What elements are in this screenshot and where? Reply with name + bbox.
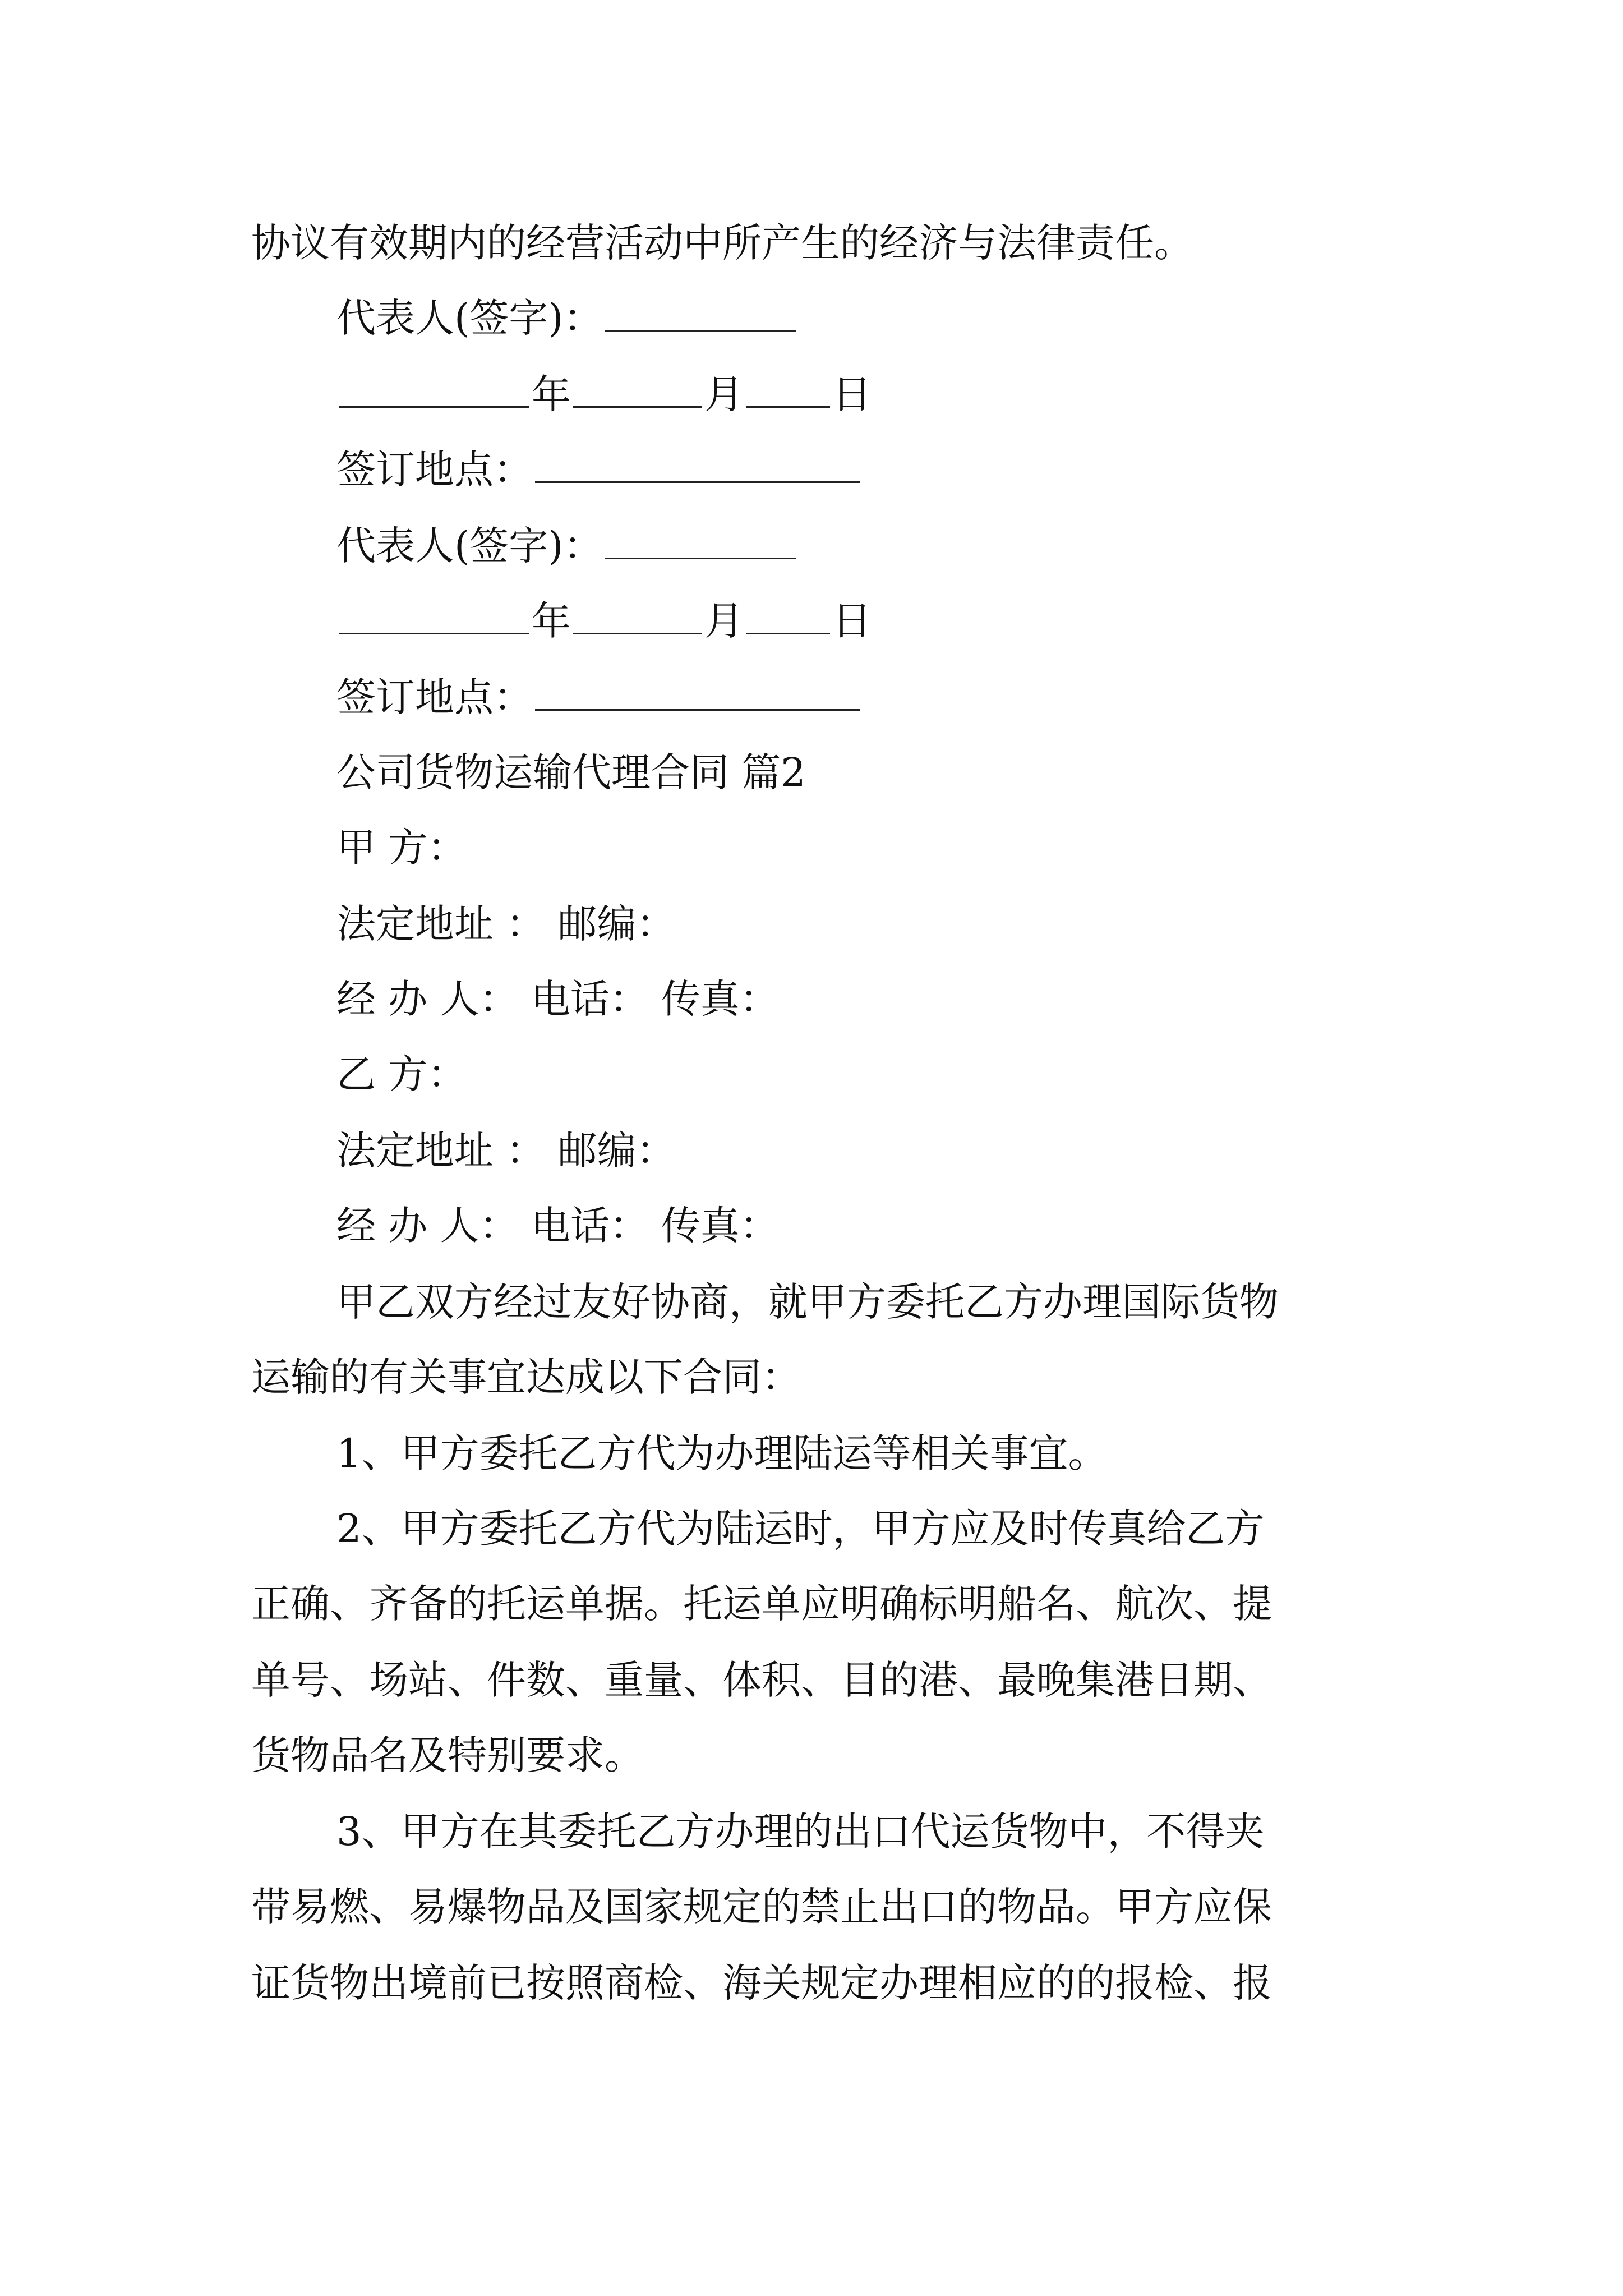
paragraph-text: 协议有效期内的经营活动中所产生的经济与法律责任。 <box>251 220 1193 266</box>
address-label: 法定地址 ： 邮编： <box>336 901 676 947</box>
party-b-line <box>336 1049 467 1099</box>
signature-blank[interactable] <box>605 527 796 559</box>
contact-line <box>336 1200 779 1251</box>
clause-line <box>251 1881 1272 1932</box>
day-label: 日 <box>832 598 872 644</box>
clause-text: 正确、齐备的托运单据。托运单应明确标明船名、航次、提 <box>251 1581 1272 1627</box>
representative-label: 代表人(签字)： <box>336 295 603 341</box>
year-label: 年 <box>532 371 571 417</box>
party-a-label: 甲 方： <box>336 825 467 871</box>
place-label: 签订地点： <box>336 674 533 720</box>
year-blank[interactable] <box>339 602 529 634</box>
day-blank[interactable] <box>746 376 830 408</box>
place-label: 签订地点： <box>336 447 533 493</box>
clause-text: 1、甲方委托乙方代为办理陆运等相关事宜。 <box>336 1430 1108 1476</box>
place-line <box>336 444 863 495</box>
party-b-label: 乙 方： <box>336 1051 467 1097</box>
clause-text: 单号、场站、件数、重量、体积、目的港、最晚集港日期、 <box>251 1657 1272 1703</box>
place-line <box>336 672 863 723</box>
date-line <box>336 369 872 420</box>
section-heading <box>336 747 806 798</box>
month-label: 月 <box>704 371 744 417</box>
signature-blank[interactable] <box>605 300 796 332</box>
contact-label: 经 办 人： 电话： 传真： <box>336 1203 780 1249</box>
year-label: 年 <box>532 598 571 644</box>
month-blank[interactable] <box>573 602 702 634</box>
signature-line <box>336 521 798 571</box>
month-blank[interactable] <box>573 376 702 408</box>
address-line <box>336 899 676 949</box>
place-blank[interactable] <box>535 451 860 483</box>
text-line <box>251 218 1193 268</box>
clause-text: 货物品名及特别要求。 <box>251 1732 644 1778</box>
signature-line <box>336 293 798 343</box>
paragraph-text: 甲乙双方经过友好协商，就甲方委托乙方办理国际货物 <box>336 1279 1279 1325</box>
clause-text: 3、甲方在其委托乙方办理的出口代运货物中，不得夹 <box>336 1809 1265 1855</box>
contact-line <box>336 974 779 1024</box>
paragraph-line <box>251 1352 801 1402</box>
day-label: 日 <box>832 371 872 417</box>
clause-line <box>251 1958 1272 2008</box>
clause-text: 证货物出境前已按照商检、海关规定办理相应的的报检、报 <box>251 1960 1272 2006</box>
clause-line <box>251 1730 644 1780</box>
paragraph-line <box>336 1277 1279 1327</box>
clause-line <box>251 1655 1272 1705</box>
clause-line <box>336 1806 1265 1857</box>
date-line <box>336 596 872 646</box>
contact-label: 经 办 人： 电话： 传真： <box>336 976 780 1022</box>
clause-text: 带易燃、易爆物品及国家规定的禁止出口的物品。甲方应保 <box>251 1884 1272 1930</box>
contract-title: 公司货物运输代理合同 篇2 <box>336 749 806 795</box>
address-line <box>336 1125 676 1176</box>
paragraph-text: 运输的有关事宜达成以下合同： <box>251 1354 801 1400</box>
representative-label: 代表人(签字)： <box>336 523 603 569</box>
address-label: 法定地址 ： 邮编： <box>336 1128 676 1174</box>
year-blank[interactable] <box>339 376 529 408</box>
month-label: 月 <box>704 598 744 644</box>
place-blank[interactable] <box>535 679 860 711</box>
clause-line <box>336 1503 1265 1554</box>
clause-text: 2、甲方委托乙方代为陆运时，甲方应及时传真给乙方 <box>336 1506 1265 1552</box>
clause-line <box>251 1579 1272 1629</box>
clause-line <box>336 1428 1108 1479</box>
party-a-line <box>336 822 467 873</box>
day-blank[interactable] <box>746 602 830 634</box>
